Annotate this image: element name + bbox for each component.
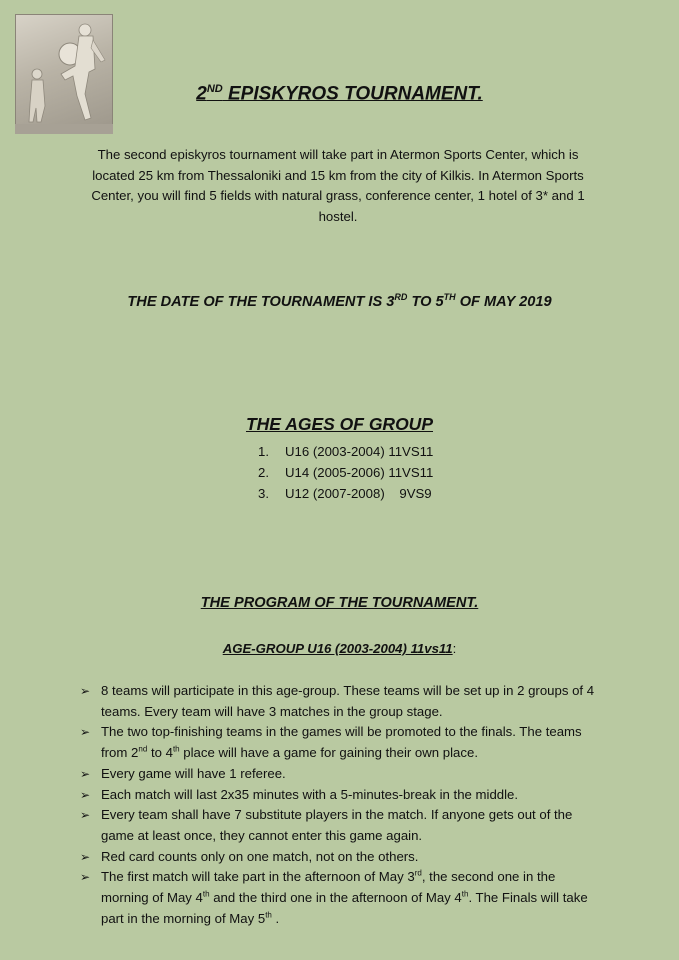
arrowhead-bullet-icon: ➢ [80, 766, 91, 781]
arrowhead-bullet-icon: ➢ [80, 849, 91, 864]
program-heading: THE PROGRAM OF THE TOURNAMENT. [200, 595, 479, 611]
list-item: ➢ Every team shall have 7 substitute players in the match. If anyone gets out of the game at least once, they cannot enter this game again. [80, 807, 573, 843]
list-item: ➢ Red card counts only on one match, not on the others. [80, 847, 600, 868]
list-item: ➢ The two top-finishing teams in the games will be promoted to the finals. The teams from 2nd to 4th place will have a game for gaining their own place. [80, 724, 582, 761]
intro-paragraph: The second episkyros tournament will take part in Atermon Sports Center, which is located 25 km from Thessaloniki and 15 km from the city of Kilkis. In Atermon Sports Center, you will find 5 fields with natural grass, conference center, 1 hotel of 3* and 1 hostel. [91, 147, 585, 225]
list-item: 3. U12 (2007-2008) 9VS9 [258, 486, 432, 501]
arrowhead-bullet-icon: ➢ [80, 787, 91, 802]
list-item: ➢ The first match will take part in the afternoon of May 3rd, the second one in the morning of May 4th and the third one in the afternoon of May 4th. The Finals will take part in the morning of May 5th . [80, 868, 588, 926]
tournament-date-heading: THE DATE OF THE TOURNAMENT IS 3RD TO 5TH OF MAY 2019 [127, 292, 552, 310]
list-item: ➢ Every game will have 1 referee. [80, 764, 600, 785]
arrowhead-bullet-icon: ➢ [80, 684, 91, 698]
page-title: 2ND EPISKYROS TOURNAMENT. [196, 83, 483, 105]
age-group-subheading: AGE-GROUP U16 (2003-2004) 11vs11: [222, 641, 457, 656]
list-item: 2. U14 (2005-2006) 11VS11 [258, 465, 434, 480]
ancient-relief-logo [15, 14, 113, 134]
age-groups-heading: THE AGES OF GROUP [245, 414, 433, 434]
relief-figure-icon [15, 14, 113, 134]
arrowhead-bullet-icon: ➢ [80, 808, 91, 823]
arrowhead-bullet-icon: ➢ [80, 725, 91, 740]
rules-list [80, 681, 600, 929]
list-item: ➢ Each match will last 2x35 minutes with a 5-minutes-break in the middle. [80, 785, 600, 806]
list-item: 1. U16 (2003-2004) 11VS11 [258, 444, 434, 459]
arrowhead-bullet-icon: ➢ [80, 870, 91, 885]
list-item: ➢ 8 teams will participate in this age-group. These teams will be set up in 2 groups of 4 teams. Every team will have 3 matches in the group stage. [80, 683, 595, 719]
age-groups-list [258, 441, 433, 504]
